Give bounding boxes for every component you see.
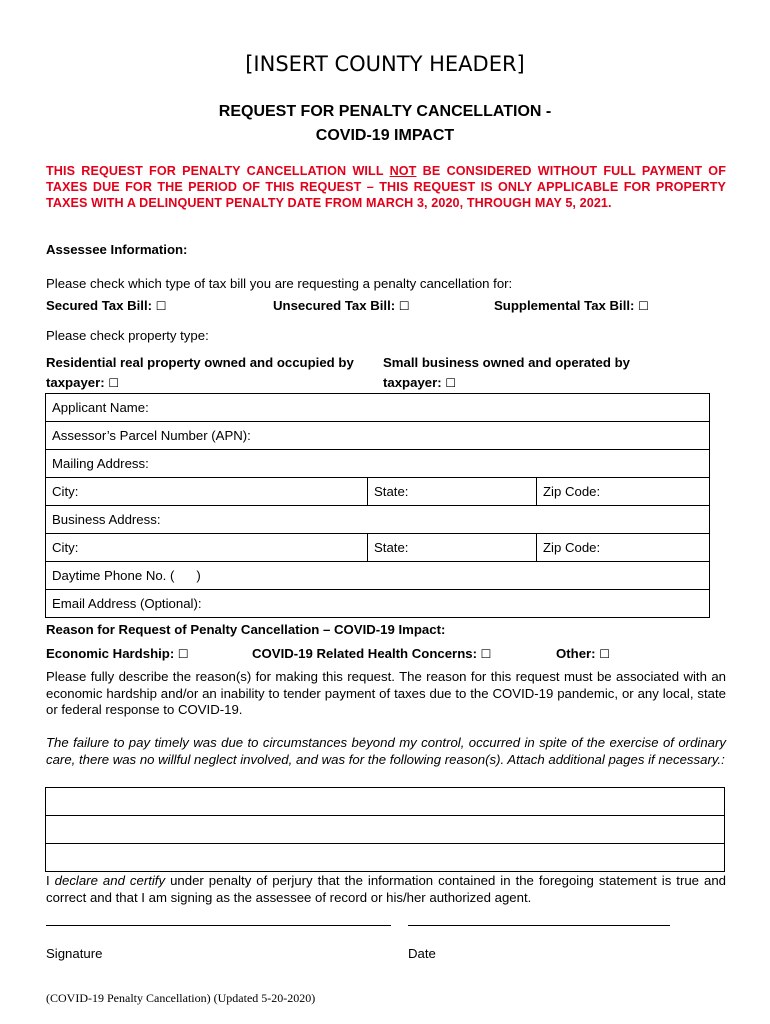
form-title-line2: COVID-19 IMPACT [315,127,455,144]
business-address-field[interactable]: Business Address: [45,505,710,534]
payment-warning: THIS REQUEST FOR PENALTY CANCELLATION WILL NOT BE CONSIDERED WITHOUT FULL PAYMENT OF TAXES DUE FOR THE PERIOD OF THIS REQUEST – THIS REQUEST IS ONLY APPLICABLE FOR PROPERTY TAXES WITH A DELINQUENT PENALTY DATE FROM MARCH 3, 2020, THROUGH MAY 5, 2021. [46,164,726,210]
describe-instructions: Please fully describe the reason(s) for making this request. The reason for this request must be associated with an economic hardship and/or an inability to tender payment of taxes due to the COVID-19 pandemic, or any local, state or federal response to COVID-19. [46,669,726,717]
residential-option: Residential real property owned and occupied by taxpayer: ☐ [46,355,354,390]
residential-checkbox[interactable]: ☐ [108,376,120,390]
applicant-name-field[interactable]: Applicant Name: [45,393,710,422]
property-type-prompt: Please check property type: [46,328,209,343]
mailing-address-field[interactable]: Mailing Address: [45,449,710,478]
unsecured-option: Unsecured Tax Bill: ☐ [273,298,410,313]
declaration-text: I declare and certify under penalty of perjury that the information contained in the foregoing statement is true and correct and that I am signing as the assessee of record or his/her authorized agent. [46,873,726,905]
warning-not: NOT [389,164,417,178]
secured-option: Secured Tax Bill: ☐ [46,298,167,313]
secured-checkbox[interactable]: ☐ [155,299,167,313]
economic-hardship-checkbox[interactable]: ☐ [177,647,189,661]
county-header: [INSERT COUNTY HEADER] [245,52,525,76]
health-concerns-checkbox[interactable]: ☐ [480,647,492,661]
reason-line-3[interactable] [45,843,725,872]
small-business-option: Small business owned and operated by taxpayer: ☐ [383,355,630,390]
apn-field[interactable]: Assessor’s Parcel Number (APN): [45,421,710,450]
supplemental-option: Supplemental Tax Bill: ☐ [494,298,649,313]
small-business-checkbox[interactable]: ☐ [445,376,457,390]
assessee-heading: Assessee Information: [46,242,188,257]
phone-field[interactable]: Daytime Phone No. ( ) [45,561,710,590]
reason-line-1[interactable] [45,787,725,816]
signature-line[interactable] [46,925,391,926]
business-city-field[interactable]: City: [45,533,368,562]
business-zip-field[interactable]: Zip Code: [536,533,710,562]
business-state-field[interactable]: State: [367,533,537,562]
other-option: Other: ☐ [556,646,610,661]
mailing-state-field[interactable]: State: [367,477,537,506]
economic-hardship-option: Economic Hardship: ☐ [46,646,189,661]
supplemental-checkbox[interactable]: ☐ [638,299,649,313]
unsecured-checkbox[interactable]: ☐ [398,299,410,313]
signature-label: Signature [46,946,103,961]
reason-line-2[interactable] [45,815,725,844]
date-label: Date [408,946,436,961]
footer-note: (COVID-19 Penalty Cancellation) (Updated 5-20-2020) [46,991,316,1005]
reason-heading: Reason for Request of Penalty Cancellation – COVID-19 Impact: [46,622,446,637]
mailing-zip-field[interactable]: Zip Code: [536,477,710,506]
form-title-line1: REQUEST FOR PENALTY CANCELLATION - [218,103,552,120]
other-checkbox[interactable]: ☐ [599,647,610,661]
health-concerns-option: COVID-19 Related Health Concerns: ☐ [252,646,492,661]
email-field[interactable]: Email Address (Optional): [45,589,710,618]
reason-statement: The failure to pay timely was due to circumstances beyond my control, occurred in spite of the exercise of ordinary care, there was no willful neglect involved, and was for the following reason(s). Attach additional pages if necessary.: [46,735,726,767]
mailing-city-field[interactable]: City: [45,477,368,506]
bill-type-prompt: Please check which type of tax bill you are requesting a penalty cancellation for: [46,276,513,291]
date-line[interactable] [408,925,670,926]
